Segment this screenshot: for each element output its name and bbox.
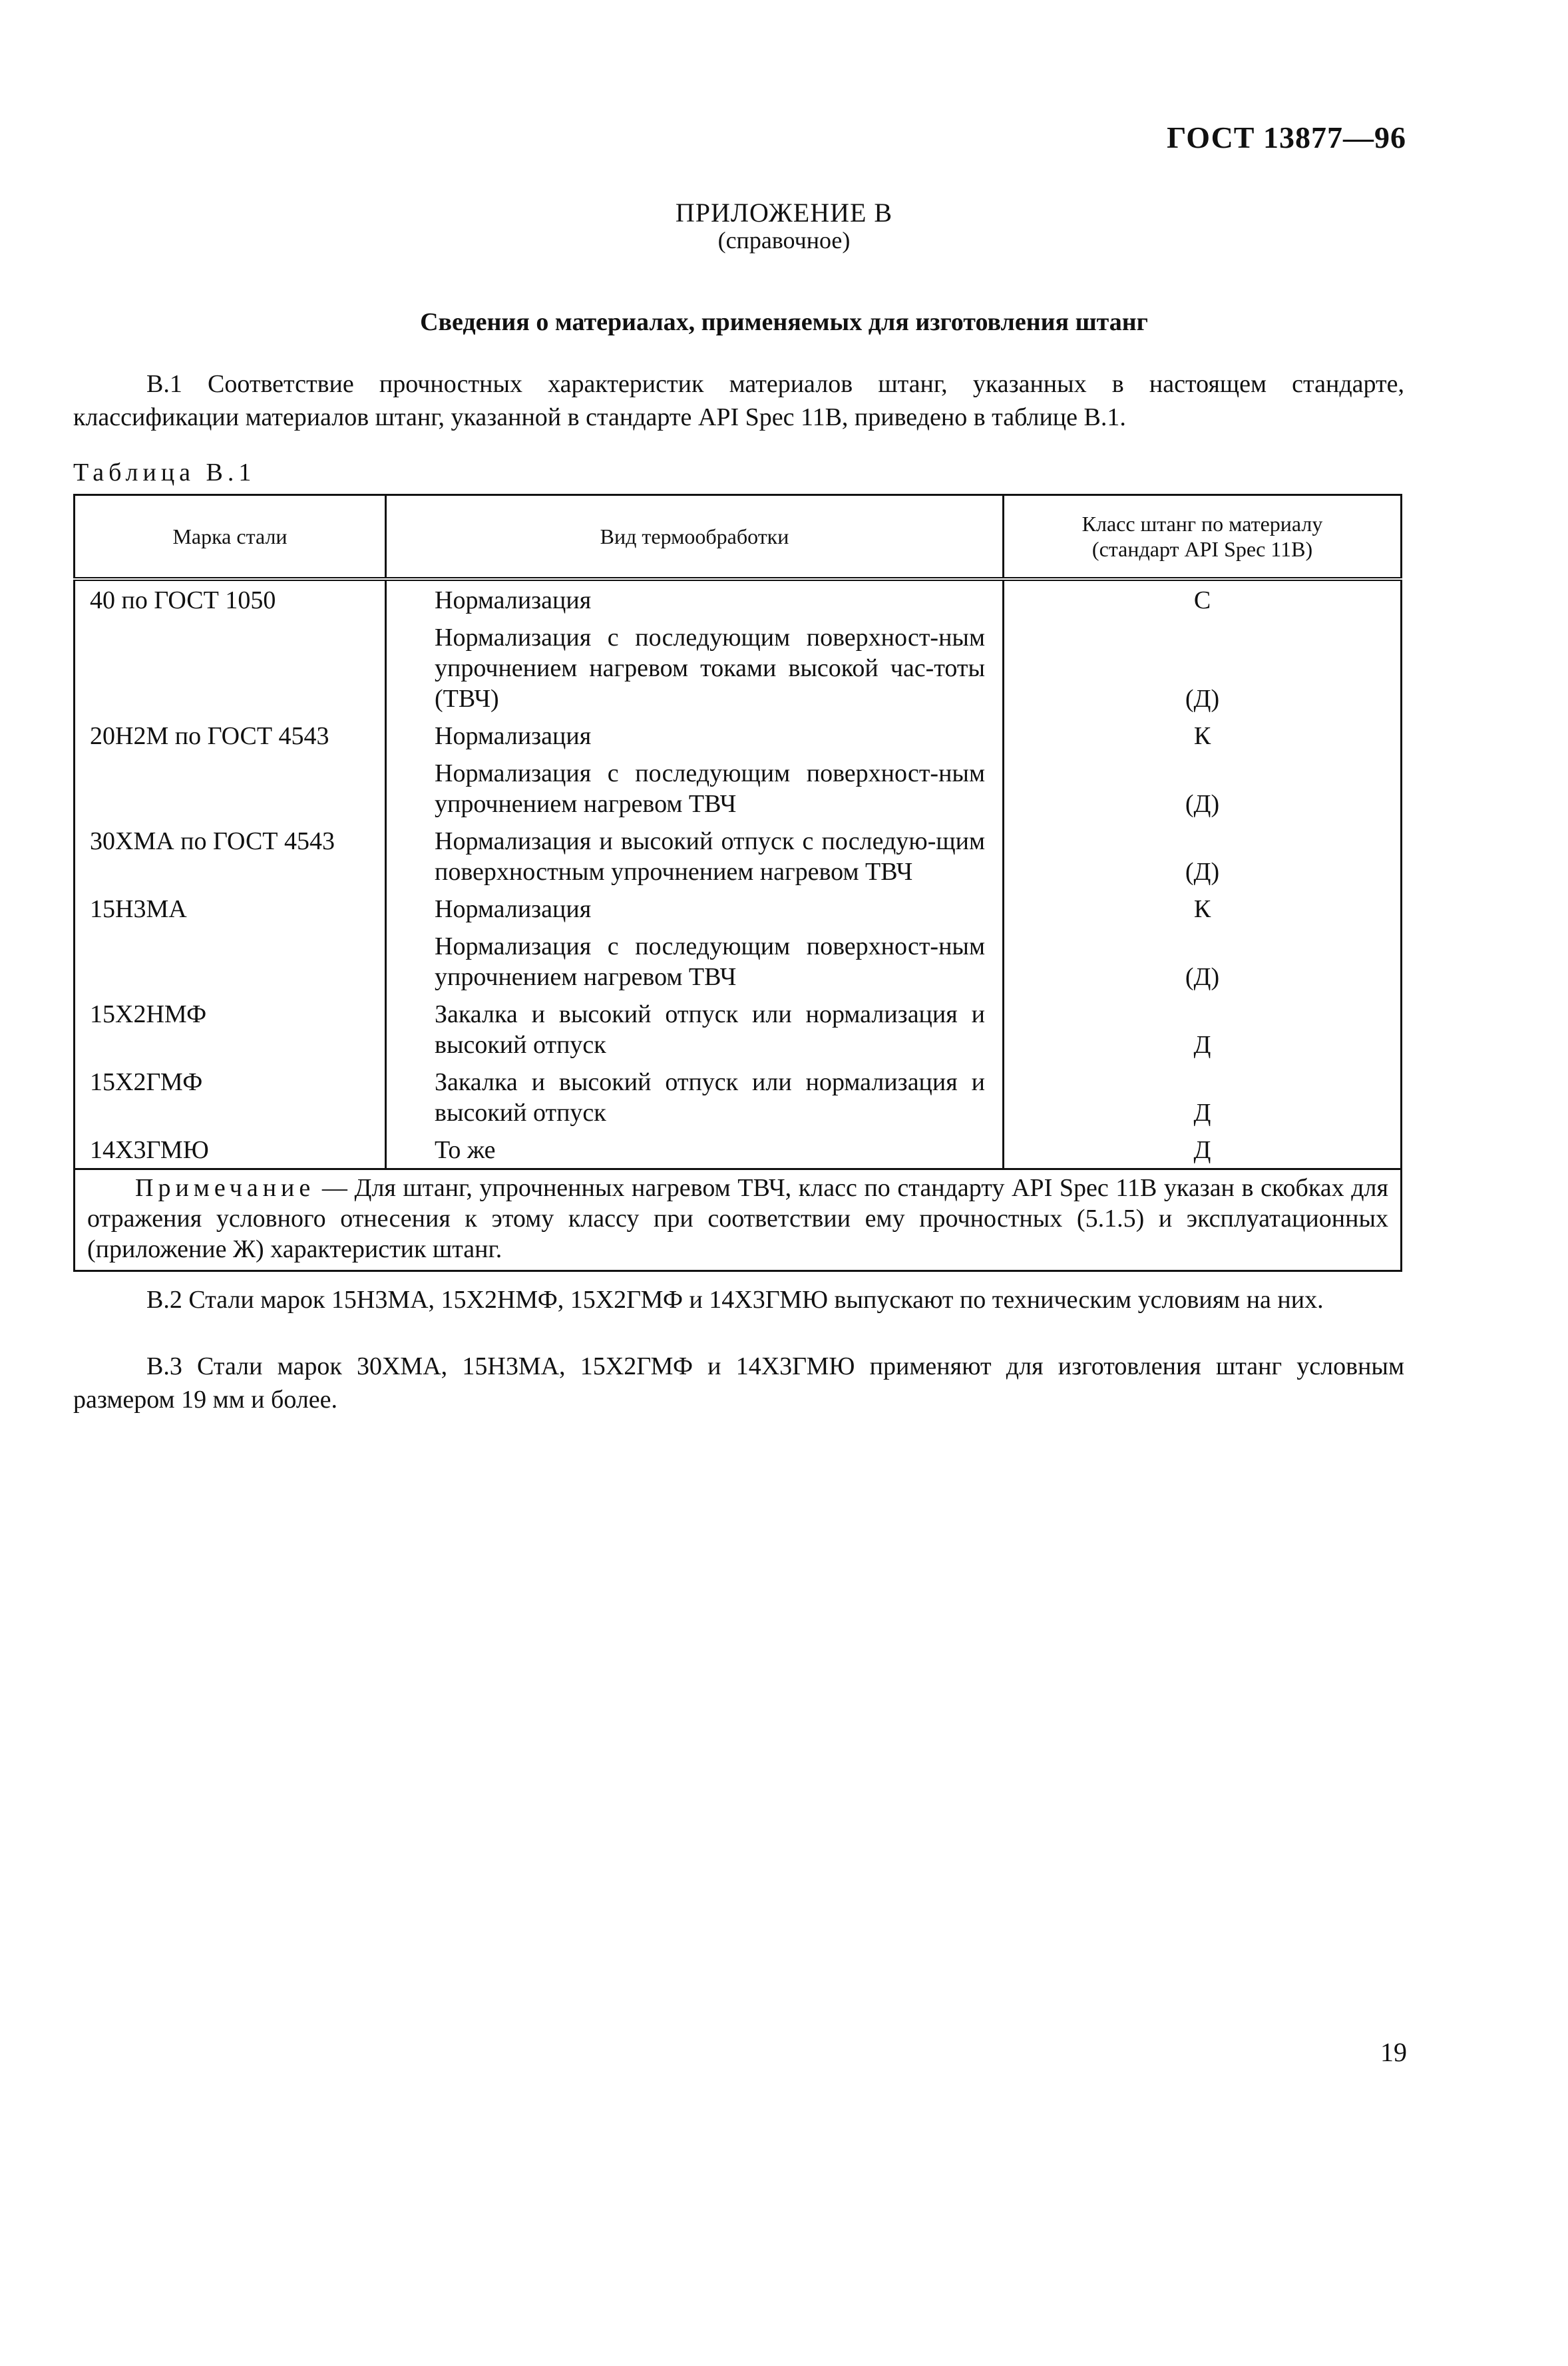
appendix-subtitle: (справочное) <box>717 227 851 254</box>
table-row <box>75 754 1402 822</box>
cell-grade: 40 по ГОСТ 1050 <box>75 579 386 618</box>
cell-class: К <box>1004 890 1402 927</box>
note-label: Примечание <box>135 1174 315 1202</box>
table-row <box>75 717 1402 754</box>
appendix-title: ПРИЛОЖЕНИЕ В <box>675 198 893 228</box>
cell-grade <box>75 754 386 822</box>
paragraph-b2-text: В.2 Стали марок 15Н3МА, 15Х2НМФ, 15Х2ГМФ и 14Х3ГМЮ выпускают по техническим условиям на них. <box>146 1286 1324 1314</box>
table-row <box>75 995 1402 1063</box>
cell-grade: 20Н2М по ГОСТ 4543 <box>75 717 386 754</box>
table-row <box>75 1063 1402 1131</box>
header-heat-treatment: Вид термообработки <box>386 495 1004 580</box>
header-rod-class-line2: (стандарт API Spec 11B) <box>1091 537 1313 561</box>
table-row <box>75 1131 1402 1169</box>
table-row <box>75 822 1402 890</box>
cell-grade: 15Х2НМФ <box>75 995 386 1063</box>
cell-class: Д <box>1004 995 1402 1063</box>
section-title: Сведения о материалах, применяемых для изготовления штанг <box>420 308 1148 336</box>
cell-grade <box>75 618 386 717</box>
cell-treatment: Нормализация и высокий отпуск с последую-щим поверхностным упрочнением нагревом ТВЧ <box>386 822 1004 890</box>
header-steel-grade: Марка стали <box>75 495 386 580</box>
cell-treatment: Нормализация <box>386 579 1004 618</box>
cell-class: (Д) <box>1004 822 1402 890</box>
table-caption: Таблица В.1 <box>73 459 256 487</box>
paragraph-b1-text: В.1 Соответствие прочностных характеристик материалов штанг, указанных в настоящем стандарте, классификации материалов штанг, указанной в стандарте API Spec 11B, приведено в таблице В.1. <box>73 370 1404 431</box>
cell-class: Д <box>1004 1063 1402 1131</box>
cell-treatment: Нормализация <box>386 717 1004 754</box>
paragraph-b3-text: В.3 Стали марок 30ХМА, 15Н3МА, 15Х2ГМФ и 14Х3ГМЮ применяют для изготовления штанг условным размером 19 мм и более. <box>73 1352 1404 1414</box>
document-code: ГОСТ 13877—96 <box>1167 120 1406 154</box>
table-note-row <box>75 1169 1402 1271</box>
cell-class: Д <box>1004 1131 1402 1169</box>
cell-treatment: То же <box>386 1131 1004 1169</box>
cell-grade: 15Х2ГМФ <box>75 1063 386 1131</box>
cell-class: (Д) <box>1004 754 1402 822</box>
cell-treatment: Нормализация <box>386 890 1004 927</box>
table-row <box>75 618 1402 717</box>
cell-class: С <box>1004 579 1402 618</box>
cell-class: (Д) <box>1004 618 1402 717</box>
cell-grade: 14Х3ГМЮ <box>75 1131 386 1169</box>
cell-class: (Д) <box>1004 927 1402 995</box>
paragraph-b2 <box>73 1283 1404 1316</box>
cell-grade <box>75 927 386 995</box>
materials-table <box>73 494 1402 1272</box>
table-row <box>75 890 1402 927</box>
table-row <box>75 927 1402 995</box>
cell-grade: 15Н3МА <box>75 890 386 927</box>
note-text: — Для штанг, упрочненных нагревом ТВЧ, класс по стандарту API Spec 11B указан в скобках для отражения условного отнесения к этому классу при соответствии ему прочностных (5.1.5) и эксплуатационных (приложение Ж) характеристик штанг. <box>87 1174 1388 1263</box>
table-header-row <box>75 495 1402 580</box>
table-row <box>75 579 1402 618</box>
cell-treatment: Закалка и высокий отпуск или нормализация и высокий отпуск <box>386 995 1004 1063</box>
cell-treatment: Закалка и высокий отпуск или нормализация и высокий отпуск <box>386 1063 1004 1131</box>
cell-treatment: Нормализация с последующим поверхност-ным упрочнением нагревом ТВЧ <box>386 754 1004 822</box>
cell-grade: 30ХМА по ГОСТ 4543 <box>75 822 386 890</box>
header-rod-class-line1: Класс штанг по материалу <box>1081 512 1323 536</box>
cell-class: К <box>1004 717 1402 754</box>
paragraph-b3 <box>73 1350 1404 1416</box>
paragraph-b1 <box>73 367 1404 434</box>
header-rod-class <box>1004 495 1402 580</box>
cell-treatment: Нормализация с последующим поверхност-ным упрочнением нагревом токами высокой час-тоты (ТВЧ) <box>386 618 1004 717</box>
table-note <box>75 1169 1402 1271</box>
cell-treatment: Нормализация с последующим поверхност-ным упрочнением нагревом ТВЧ <box>386 927 1004 995</box>
page-number: 19 <box>1380 2037 1407 2067</box>
